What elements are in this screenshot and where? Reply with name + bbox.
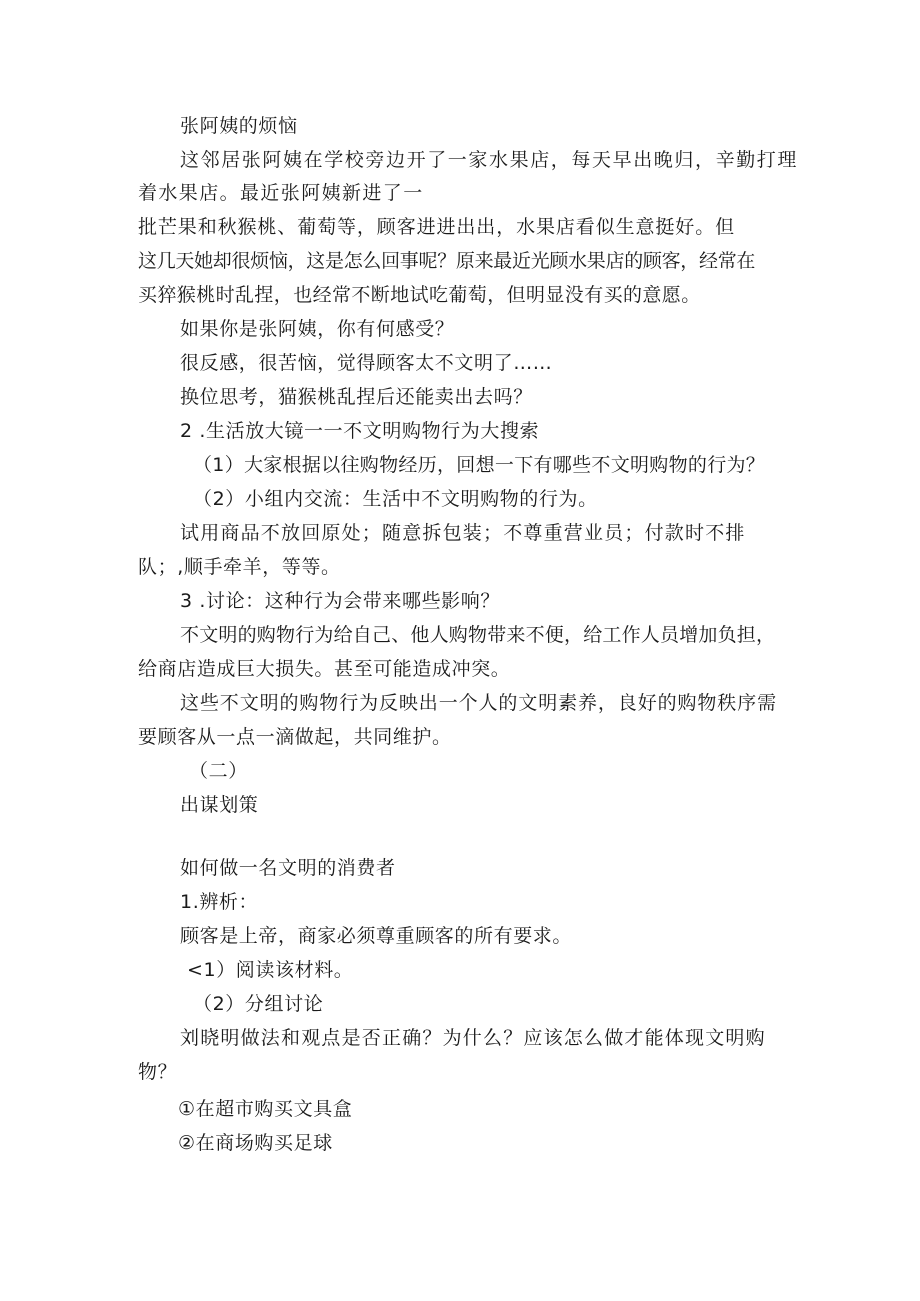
section-title: 出谋划策 (180, 794, 259, 816)
list-item: （2）小组内交流：生活中不文明购物的行为。 (193, 488, 598, 510)
section-heading: 2 .生活放大镜一一不文明购物行为大搜索 (180, 420, 540, 442)
paragraph-line: 换位思考，猫猴桃乱捏后还能卖出去吗？ (180, 386, 533, 408)
paragraph-line: 顾客是上帝，商家必须尊重顾客的所有要求。 (180, 925, 573, 947)
paragraph-line: 试用商品不放回原处；随意拆包装；不尊重营业员；付款时不排 (180, 522, 746, 544)
list-item: （1）大家根据以往购物经历，回想一下有哪些不文明购物的行为？ (193, 454, 766, 476)
section-title: 如何做一名文明的消费者 (180, 857, 396, 879)
list-item: ①在超市购买文具盒 (178, 1098, 353, 1120)
paragraph-line: 物？ (138, 1061, 178, 1083)
paragraph-line: 给商店造成巨大损失。甚至可能造成冲突。 (138, 658, 511, 680)
paragraph-line: 这邻居张阿姨在学校旁边开了一家水果店，每天早出晚归，辛勤打理 (180, 149, 799, 171)
paragraph-line: 批芒果和秋猴桃、葡萄等，顾客进进出出，水果店看似生意挺好。但 (138, 216, 736, 238)
paragraph-line: 如果你是张阿姨，你有何感受？ (180, 318, 455, 340)
paragraph-line: 这几天她却很烦恼，这是怎么回事呢？原来最近光顾水果店的顾客，经常在 (138, 250, 756, 272)
list-item: （2）分组讨论 (193, 993, 324, 1015)
section-title: 张阿姨的烦恼 (180, 115, 298, 137)
paragraph-line: 队；,顺手牵羊，等等。 (138, 556, 341, 578)
paragraph-line: 着水果店。最近张阿姨新进了一 (138, 182, 424, 204)
paragraph-line: 这些不文明的购物行为反映出一个人的文明素养，良好的购物秩序需 (180, 692, 778, 714)
list-item: ②在商场购买足球 (178, 1132, 333, 1154)
paragraph-line: 要顾客从一点一滴做起，共同维护。 (138, 726, 452, 748)
section-heading: 3 .讨论：这种行为会带来哪些影响？ (180, 590, 500, 612)
list-item: <1）阅读该材料。 (187, 959, 354, 981)
paragraph-line: 不文明的购物行为给自己、他人购物带来不便，给工作人员增加负担， (180, 624, 776, 646)
paragraph-line: 买猝猴桃时乱捏，也经常不断地试吃葡萄，但明显没有买的意愿。 (138, 284, 701, 306)
section-number: （二） (189, 760, 248, 782)
paragraph-line: 刘晓明做法和观点是否正确？为什么？应该怎么做才能体现文明购 (180, 1027, 766, 1049)
section-heading: 1.辨析： (180, 891, 259, 913)
paragraph-line: 很反感，很苦恼，觉得顾客太不文明了…… (180, 352, 553, 374)
